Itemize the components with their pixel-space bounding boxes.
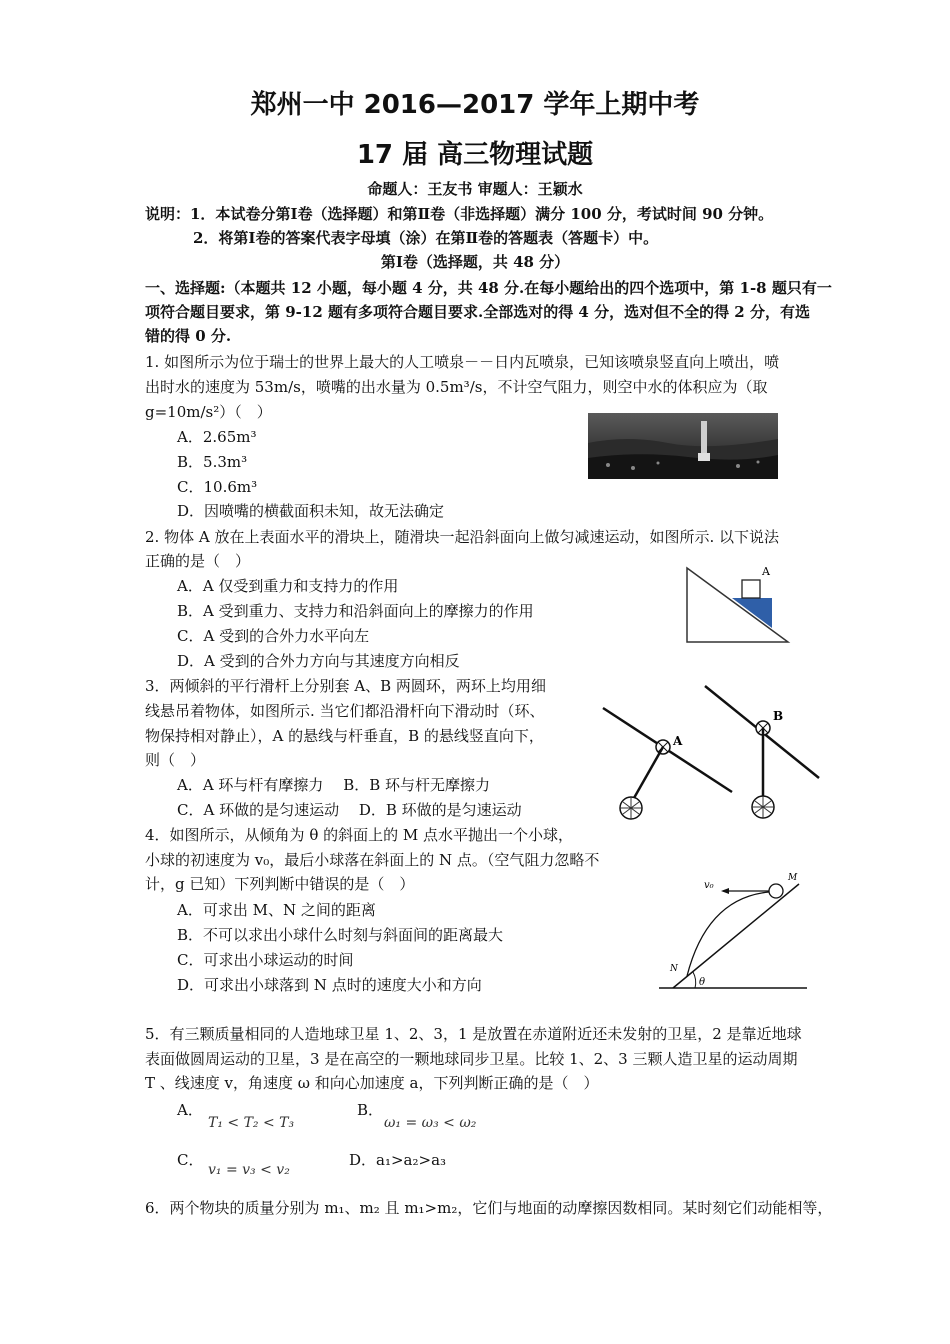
q4-option-a: A．可求出 M、N 之间的距离 bbox=[177, 901, 376, 919]
section-heading: 第Ⅰ卷（选择题，共 48 分） bbox=[380, 253, 570, 271]
exam-subtitle: 17 届 高三物理试题 bbox=[356, 140, 594, 170]
sliding-rings-diagram bbox=[597, 672, 822, 824]
q1-option-c: C．10.6m³ bbox=[177, 478, 258, 496]
fountain-photo bbox=[588, 413, 778, 479]
q2-option-c: C．A 受到的合外力水平向左 bbox=[177, 627, 370, 645]
q3-stem-2: 线悬吊着物体，如图所示. 当它们都沿滑杆向下滑动时（环、 bbox=[145, 702, 545, 720]
ring-a-label: A bbox=[673, 734, 683, 748]
q4-stem-1: 4．如图所示，从倾角为 θ 的斜面上的 M 点水平抛出一个小球， bbox=[145, 826, 574, 844]
q2-stem-1: 2. 物体 A 放在上表面水平的滑块上，随滑块一起沿斜面向上做匀减速运动，如图所示. 以下说法 bbox=[145, 528, 779, 546]
block-label: A bbox=[762, 565, 770, 578]
q5-stem-2: 表面做圆周运动的卫星，3 是在高空的一颗地球同步卫星。比较 1、2、3 三颗人造卫星的运动周期 bbox=[145, 1050, 798, 1068]
note-line-2: 2．将第Ⅰ卷的答案代表字母填（涂）在第Ⅱ卷的答题表（答题卡）中。 bbox=[193, 229, 659, 247]
q6-stem-1: 6．两个物块的质量分别为 m₁、m₂ 且 m₁>m₂，它们与地面的动摩擦因数相同。某时刻它们动能相等， bbox=[145, 1199, 833, 1217]
point-n-label: N bbox=[670, 964, 678, 974]
q4-option-d: D．可求出小球落到 N 点时的速度大小和方向 bbox=[177, 976, 482, 994]
note-line-1: 说明：1．本试卷分第Ⅰ卷（选择题）和第Ⅱ卷（非选择题）满分 100 分，考试时间 90 分钟。 bbox=[145, 205, 774, 223]
q5-option-a-label: A． bbox=[177, 1101, 203, 1119]
q1-option-d: D．因喷嘴的横截面积未知，故无法确定 bbox=[177, 502, 445, 520]
q3-stem-1: 3．两倾斜的平行滑杆上分别套 A、B 两圆环，两环上均用细 bbox=[145, 677, 546, 695]
q2-stem-2: 正确的是（ ） bbox=[145, 552, 251, 570]
q5-option-c-formula: v₁ = v₃ < v₂ bbox=[208, 1162, 290, 1178]
instructions-line-2: 项符合题目要求，第 9-12 题有多项符合题目要求.全部选对的得 4 分，选对但不全的得 2 分，有选 bbox=[145, 303, 810, 321]
authors-line: 命题人：王友书 审题人：王颖水 bbox=[367, 180, 583, 198]
point-m-label: M bbox=[788, 873, 798, 883]
instructions-line-1: 一、选择题:（本题共 12 小题，每小题 4 分，共 48 分.在每小题给出的四个选项中，第 1-8 题只有一 bbox=[145, 279, 832, 297]
ring-b-label: B bbox=[773, 709, 784, 723]
q3-options-cd: C．A 环做的是匀速运动 D．B 环做的是匀速运动 bbox=[177, 801, 522, 819]
q2-option-d: D．A 受到的合外力方向与其速度方向相反 bbox=[177, 652, 460, 670]
q2-option-a: A．A 仅受到重力和支持力的作用 bbox=[177, 577, 399, 595]
q1-option-b: B．5.3m³ bbox=[177, 453, 248, 471]
instructions-line-3: 错的得 0 分. bbox=[145, 327, 232, 345]
exam-title: 郑州一中 2016—2017 学年上期中考 bbox=[250, 90, 700, 120]
q4-stem-2: 小球的初速度为 v₀，最后小球落在斜面上的 N 点。（空气阻力忽略不 bbox=[145, 851, 600, 869]
q5-option-a-formula: T₁ < T₂ < T₃ bbox=[208, 1115, 295, 1131]
q4-option-c: C．可求出小球运动的时间 bbox=[177, 951, 354, 969]
q5-stem-3: T 、线速度 v，角速度 ω 和向心加速度 a，下列判断正确的是（ ） bbox=[145, 1074, 599, 1092]
q5-stem-1: 5．有三颗质量相同的人造地球卫星 1、2、3，1 是放置在赤道附近还未发射的卫星，2 是靠近地球 bbox=[145, 1025, 802, 1043]
q1-stem-2: 出时水的速度为 53m/s，喷嘴的出水量为 0.5m³/s，不计空气阻力，则空中水的体积应为（取 bbox=[145, 378, 768, 396]
q3-options-ab: A．A 环与杆有摩擦力 B．B 环与杆无摩擦力 bbox=[177, 776, 491, 794]
theta-label: θ bbox=[699, 977, 706, 988]
q5-option-c-label: C． bbox=[177, 1151, 204, 1169]
q3-stem-4: 则（ ） bbox=[145, 751, 206, 769]
q2-option-b: B．A 受到重力、支持力和沿斜面向上的摩擦力的作用 bbox=[177, 602, 534, 620]
projectile-incline-diagram bbox=[657, 868, 812, 993]
q1-stem-3: g=10m/s²）（ ） bbox=[145, 403, 272, 421]
q4-stem-3: 计，g 已知）下列判断中错误的是（ ） bbox=[145, 875, 415, 893]
q4-option-b: B．不可以求出小球什么时刻与斜面间的距离最大 bbox=[177, 926, 504, 944]
incline-block-diagram bbox=[684, 562, 794, 644]
q3-stem-3: 物保持相对静止），A 的悬线与杆垂直，B 的悬线竖直向下， bbox=[145, 727, 544, 745]
q5-option-d: D．a₁>a₂>a₃ bbox=[349, 1151, 447, 1169]
q1-stem-1: 1. 如图所示为位于瑞士的世界上最大的人工喷泉－－日内瓦喷泉，已知该喷泉竖直向上喷出，喷 bbox=[145, 353, 780, 371]
v0-label: v₀ bbox=[704, 880, 714, 891]
q5-option-b-label: B． bbox=[357, 1101, 384, 1119]
q1-option-a: A．2.65m³ bbox=[177, 428, 257, 446]
q5-option-b-formula: ω₁ = ω₃ < ω₂ bbox=[384, 1115, 477, 1131]
